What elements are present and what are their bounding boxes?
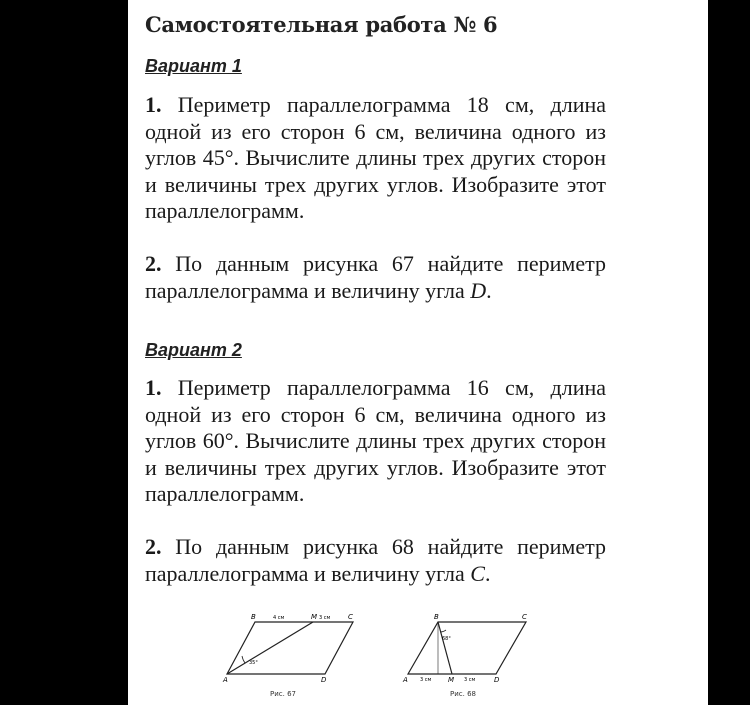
task-text: По данным рисунка 67 найдите периметр параллелограмма и величину угла: [145, 251, 607, 303]
task-text: По данным рисунка 68 найдите периметр параллелограмма и величину угла: [145, 534, 607, 586]
segment-bm: [438, 622, 452, 674]
point-m-label: M: [448, 676, 455, 684]
task-number: 2.: [145, 251, 162, 276]
angle-letter: D: [470, 277, 487, 303]
figure-68-caption: Рис. 68: [450, 690, 476, 698]
variant-2-task-1: [145, 375, 606, 508]
point-m-label: M: [311, 613, 318, 621]
point-a-label: A: [403, 676, 408, 684]
segment-am-label: 3 см: [420, 677, 432, 683]
figure-67-caption: Рис. 67: [270, 690, 296, 698]
task-number: 2.: [145, 534, 162, 559]
segment-md-label: 3 см: [464, 677, 476, 683]
point-d-label: D: [494, 676, 500, 684]
figure-68: [396, 612, 541, 688]
angle-arc: [242, 656, 245, 663]
point-b-label: B: [434, 613, 439, 621]
task-number: 1.: [145, 375, 162, 400]
figure-67: [215, 612, 365, 688]
point-c-label: C: [522, 613, 527, 621]
bisector-am: [227, 622, 313, 674]
angle-label: 35°: [249, 660, 258, 666]
page-title: Самостоятельная работа № 6: [145, 12, 498, 37]
task-text: Периметр параллелограмма 16 см, длина одной из его сторон 6 см, величина одного из углов 60°. Вычислите длины трех других сторон и величины трех других углов. Изобразите этот параллелограмм.: [145, 375, 607, 506]
variant-1-task-2: [145, 251, 606, 304]
point-d-label: D: [321, 676, 327, 684]
point-a-label: A: [223, 676, 228, 684]
segment-mc-label: 3 см: [319, 615, 331, 621]
parallelogram: [227, 622, 353, 674]
point-c-label: C: [348, 613, 353, 621]
variant-2-task-2: [145, 534, 606, 587]
angle-letter: C: [470, 560, 485, 586]
task-number: 1.: [145, 92, 162, 117]
angle-label: 68°: [442, 636, 451, 642]
task-text: Периметр параллелограмма 18 см, длина одной из его сторон 6 см, величина одного из углов 45°. Вычислите длины трех других сторон и величины трех других углов. Изобразите этот параллелограмм.: [145, 92, 607, 223]
variant-2-heading: Вариант 2: [145, 340, 242, 360]
task-end: .: [486, 277, 492, 303]
point-b-label: B: [251, 613, 256, 621]
segment-bm-label: 4 см: [273, 615, 285, 621]
task-end: .: [484, 560, 491, 586]
variant-1-task-1: [145, 92, 606, 225]
variant-1-heading: Вариант 1: [145, 56, 242, 76]
parallelogram: [408, 622, 526, 674]
